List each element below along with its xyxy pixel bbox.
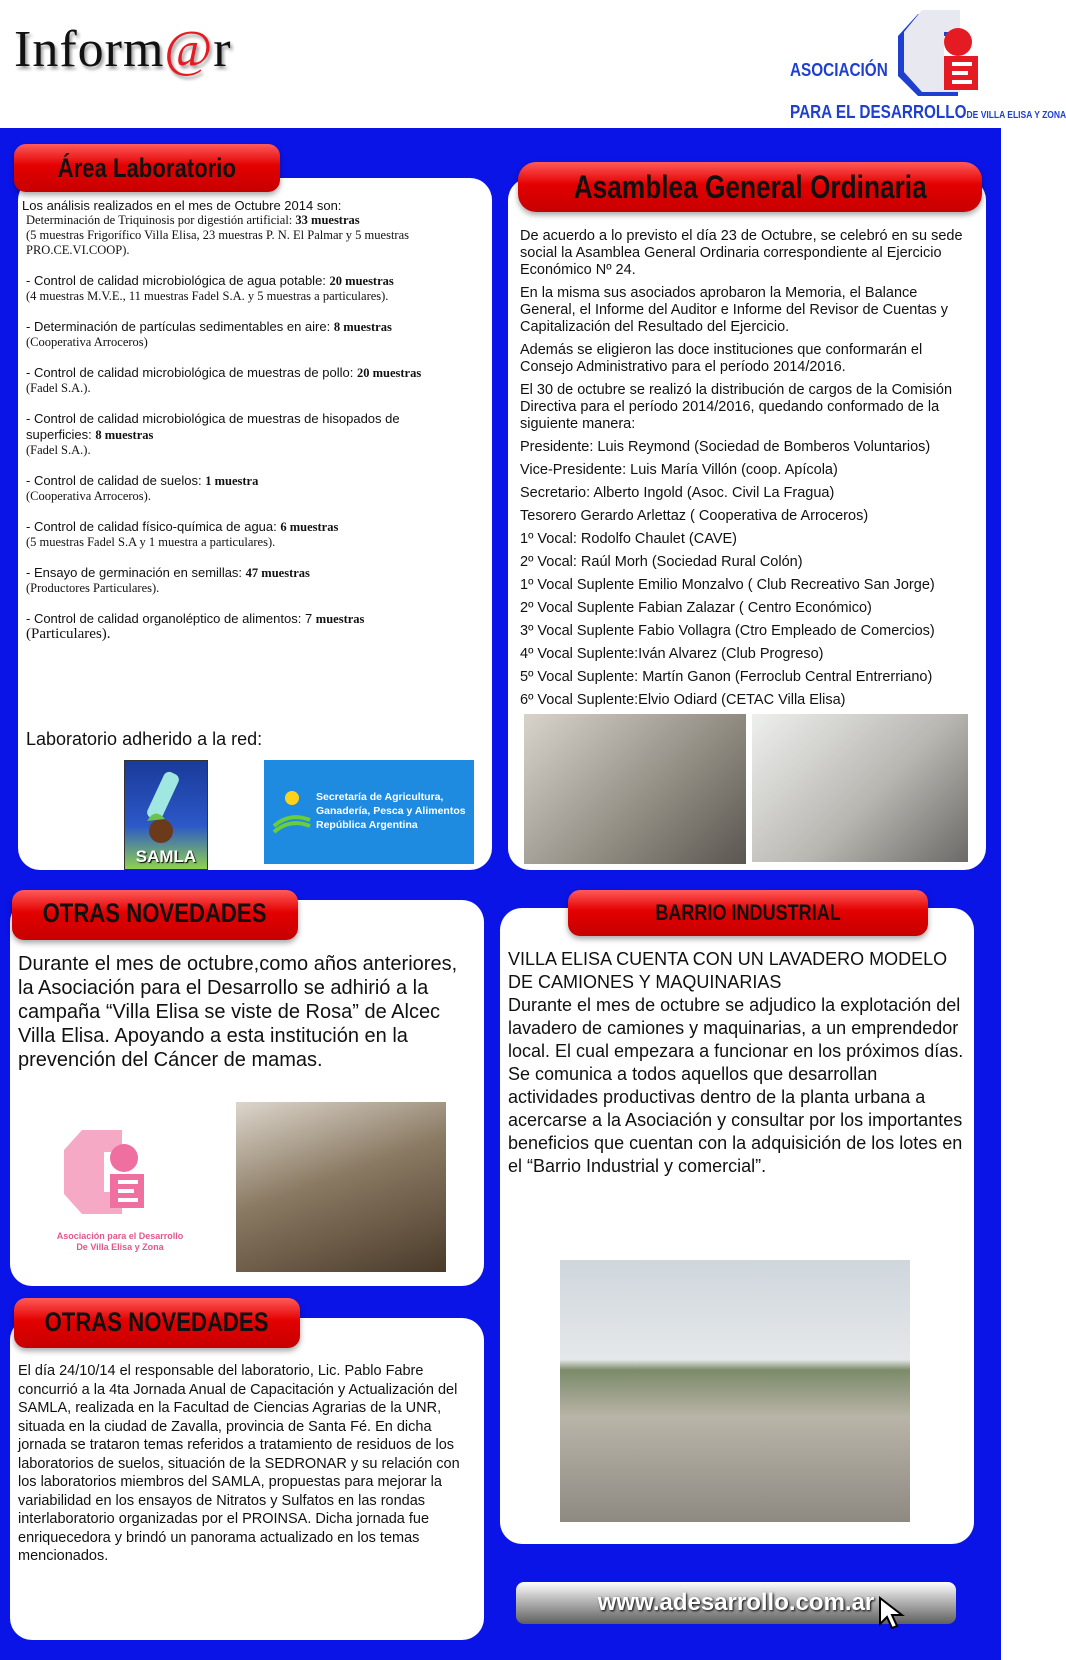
- building-entrance-photo: [236, 1102, 446, 1272]
- laboratorio-item-value: muestras: [315, 612, 365, 626]
- pink-association-logo: [52, 1122, 188, 1252]
- laboratorio-item: [26, 519, 462, 550]
- asamblea-role: 5º Vocal Suplente: Martín Ganon (Ferroclub Central Entrerriano): [520, 669, 933, 685]
- asamblea-paragraph: De acuerdo a lo previsto el día 23 de Octubre, se celebró en su sede social la Asamblea General Ordinaria correspondiente al Ejercicio Económico Nº 24.: [520, 228, 963, 278]
- laboratorio-item: [26, 319, 462, 350]
- laboratorio-item-label: - Control de calidad de suelos:: [26, 473, 206, 488]
- asamblea-title: Asamblea General Ordinaria: [573, 169, 927, 205]
- laboratorio-item-label: - Ensayo de germinación en semillas:: [26, 565, 246, 580]
- association-logo: [888, 6, 984, 102]
- laboratorio-item-detail: (Cooperativa Arroceros): [26, 335, 148, 349]
- asamblea-role: 4º Vocal Suplente:Iván Alvarez (Club Progreso): [520, 646, 824, 662]
- page-header: [0, 0, 1066, 128]
- brand-title: [14, 20, 232, 79]
- laboratorio-item-detail: (Particulares).: [26, 626, 111, 642]
- asamblea-role: Vice-Presidente: Luis María Villón (coop. Apícola): [520, 462, 838, 478]
- asamblea-role: Presidente: Luis Reymond (Sociedad de Bomberos Voluntarios): [520, 439, 931, 455]
- pink-logo-caption-line: De Villa Elisa y Zona: [76, 1242, 164, 1252]
- laboratorio-item-value: 1 muestra: [205, 474, 259, 488]
- cursor-arrow-icon: [876, 1596, 910, 1630]
- laboratorio-item-detail: (4 muestras M.V.E., 11 muestras Fadel S.A. y 5 muestras a particulares).: [26, 289, 389, 303]
- asamblea-paragraph: El 30 de octubre se realizó la distribución de cargos de la Comisión Directiva para el período 2014/2016, quedando conformado de la siguiente manera:: [520, 382, 953, 432]
- laboratorio-items: [22, 213, 462, 642]
- website-banner[interactable]: [516, 1582, 956, 1624]
- org-name-line2: [790, 102, 1066, 123]
- laboratorio-item-value: 6 muestras: [280, 520, 339, 534]
- laboratorio-title-tab: [14, 144, 280, 192]
- secretaria-text: [316, 790, 466, 832]
- novedades2-text: El día 24/10/14 el responsable del laboratorio, Lic. Pablo Fabre concurrió a la 4ta Jornada Anual de Capacitación y Actualización del SAMLA, realizada en la Facultad de Ciencias Agrarias de la UNR, situada en la ciudad de Zavalla, provincia de Santa Fé. En dicha jornada se trataron temas referidos a tratamiento de residuos de los laboratorios de suelos, situación de la SEDRONAR y su relación con los laboratorios miembros del SAMLA, propuestas para mejorar la variabilidad en los ensayos de Nitratos y Sulfatos en las rondas interlaboratorio organizadas por el PROINSA. Dicha jornada fue enriquecedora y brindó un panorama actualizado en los temas mencionados.: [18, 1363, 460, 1564]
- secretaria-logo: [264, 760, 474, 864]
- novedades1-title: OTRAS NOVEDADES: [43, 898, 267, 928]
- laboratorio-item-value: 47 muestras: [245, 566, 310, 580]
- assembly-photo-1: [524, 714, 746, 864]
- asamblea-role: 2º Vocal Suplente Fabian Zalazar ( Centro Económico): [520, 600, 872, 616]
- laboratorio-item: [26, 611, 462, 642]
- asamblea-role: 2º Vocal: Raúl Morh (Sociedad Rural Colón): [520, 554, 803, 570]
- org-name-line1: ASOCIACIÓN: [790, 60, 888, 80]
- secretaria-line: República Argentina: [316, 819, 418, 831]
- asamblea-role: 1º Vocal Suplente Emilio Monzalvo ( Club Recreativo San Jorge): [520, 577, 935, 593]
- laboratorio-item-detail: (Fadel S.A.).: [26, 381, 91, 395]
- asamblea-paragraph: En la misma sus asociados aprobaron la Memoria, el Balance General, el Informe del Auditor e Informe del Revisor de Cuentas y Capitalización del Resultado del Ejercicio.: [520, 285, 948, 335]
- asamblea-role: 6º Vocal Suplente:Elvio Odiard (CETAC Villa Elisa): [520, 692, 846, 708]
- pink-logo-caption: [52, 1231, 188, 1253]
- asamblea-title-tab: [518, 162, 982, 212]
- laboratorio-item-label: - Control de calidad físico-química de agua:: [26, 519, 281, 534]
- org-name-main: PARA EL DESARROLLO: [790, 102, 967, 122]
- novedades2-title-tab: [14, 1298, 300, 1348]
- laboratorio-item-label: - Control de calidad organoléptico de alimentos: 7: [26, 611, 316, 626]
- laboratorio-item: [26, 273, 462, 304]
- asamblea-text: [520, 228, 970, 715]
- laboratorio-item-value: 20 muestras: [329, 274, 394, 288]
- laboratorio-item: [26, 213, 462, 258]
- samla-label: SAMLA: [135, 847, 197, 866]
- asamblea-paragraph: Además se eligieron las doce instituciones que conformarán el Consejo Administrativo para el período 2014/2016.: [520, 342, 923, 375]
- secretaria-line: Ganadería, Pesca y Alimentos: [316, 805, 466, 817]
- network-label: Laboratorio adherido a la red:: [26, 729, 263, 749]
- pink-logo-icon: [52, 1122, 188, 1226]
- laboratorio-item-value: 8 muestras: [333, 320, 392, 334]
- laboratorio-item-detail: (5 muestras Fadel S.A y 1 muestra a particulares).: [26, 535, 276, 549]
- laboratorio-intro: Los análisis realizados en el mes de Octubre 2014 son:: [22, 198, 342, 213]
- laboratorio-item-detail: (5 muestras Frigorífico Villa Elisa, 23 muestras P. N. El Palmar y 5 muestras PRO.CE.VI.COOP).: [26, 228, 409, 257]
- laboratorio-title: Área Laboratorio: [57, 153, 237, 183]
- asamblea-role: Secretario: Alberto Ingold (Asoc. Civil La Fragua): [520, 485, 835, 501]
- assembly-photo-2: [752, 714, 968, 862]
- sun-field-icon: [272, 786, 312, 836]
- laboratorio-item: [26, 411, 462, 458]
- brand-title-end: r: [213, 21, 232, 78]
- laboratorio-item-label: - Control de calidad microbiológica de muestras de hisopados de superficies:: [26, 411, 400, 442]
- secretaria-line: Secretaría de Agricultura,: [316, 791, 444, 803]
- laboratorio-item-value: 33 muestras: [295, 213, 360, 227]
- laboratorio-item-value: 8 muestras: [95, 428, 154, 442]
- samla-logo: [124, 760, 208, 870]
- laboratorio-item: [26, 565, 462, 596]
- novedades1-text: Durante el mes de octubre,como años anteriores, la Asociación para el Desarrollo se adhirió a la campaña “Villa Elisa se viste de Rosa” de Alcec Villa Elisa. Apoyando a esta institución en la prevención del Cáncer de mamas.: [18, 953, 458, 1071]
- laboratorio-item-detail: (Fadel S.A.).: [26, 443, 91, 457]
- org-name-small: DE VILLA ELISA Y ZONA: [966, 110, 1066, 121]
- truck-wash-photo: [560, 1260, 910, 1522]
- asamblea-role: 1º Vocal: Rodolfo Chaulet (CAVE): [520, 531, 737, 547]
- barrio-text: [508, 948, 968, 1178]
- website-link[interactable]: www.adesarrollo.com.ar: [597, 1589, 875, 1616]
- laboratorio-item-label: - Control de calidad microbiológica de agua potable:: [26, 273, 330, 288]
- laboratorio-list: [22, 198, 462, 657]
- brand-at: @: [164, 21, 214, 78]
- laboratorio-item-detail: (Cooperativa Arroceros).: [26, 489, 151, 503]
- asamblea-role: Tesorero Gerardo Arlettaz ( Cooperativa de Arroceros): [520, 508, 869, 524]
- barrio-heading: VILLA ELISA CUENTA CON UN LAVADERO MODELO DE CAMIONES Y MAQUINARIAS: [508, 949, 948, 992]
- asamblea-roles: [520, 439, 970, 709]
- laboratorio-item: [26, 365, 462, 396]
- laboratorio-item: [26, 473, 462, 504]
- asamblea-role: 3º Vocal Suplente Fabio Vollagra (Ctro Empleado de Comercios): [520, 623, 935, 639]
- laboratorio-item-label: - Determinación de partículas sedimentables en aire:: [26, 319, 334, 334]
- laboratorio-item-label: Determinación de Triquinosis por digestión artificial:: [26, 213, 296, 227]
- barrio-paragraph: Se comunica a todos aquellos que desarrollan actividades productivas dentro de la planta urbana a acercarse a la Asociación y consultar por los importantes beneficios que cuentan con la adquisición de los lotes en el “Barrio Industrial y comercial”.: [508, 1064, 963, 1176]
- laboratorio-item-label: - Control de calidad microbiológica de muestras de pollo:: [26, 365, 357, 380]
- barrio-title-tab: [568, 890, 928, 936]
- novedades1-title-tab: [12, 890, 298, 940]
- laboratorio-item-detail: (Productores Particulares).: [26, 581, 160, 595]
- pink-logo-caption-line: Asociación para el Desarrollo: [56, 1231, 184, 1241]
- novedades2-title: OTRAS NOVEDADES: [45, 1307, 269, 1337]
- brand-title-part: Inform: [14, 21, 165, 78]
- laboratorio-item-value: 20 muestras: [356, 366, 422, 380]
- barrio-paragraph: Durante el mes de octubre se adjudico la explotación del lavadero de camiones y maquinarias, a un emprendedor local. El cual empezara a funcionar en los próximos días.: [508, 995, 964, 1061]
- barrio-title: BARRIO INDUSTRIAL: [655, 900, 841, 925]
